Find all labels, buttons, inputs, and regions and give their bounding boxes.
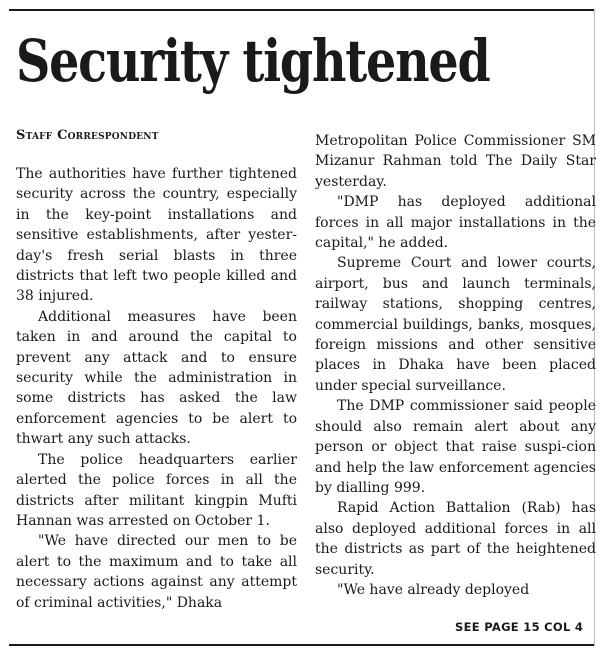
paragraph: "DMP has deployed additional forces in all major installations in the capital," he added. <box>315 194 596 252</box>
paragraph: "We have already deployed <box>337 581 530 598</box>
article-headline: Security tightened <box>16 27 490 95</box>
paragraph: The DMP commissioner said people should also remain alert about any person or object that raise suspi-cion and help the law enforcement agencies by dialling 999. <box>315 398 596 496</box>
byline: Staff Correspondent <box>16 128 159 143</box>
paragraph: The authorities have further tightened security across the country, especially in the key-point installations and sensitive establishments, after yester-day's fresh serial blasts in three districts that left two people killed and 38 injured. <box>16 166 297 305</box>
paragraph: The police headquarters earlier alerted the police forces in all the districts after militant kingpin Mufti Hannan was arrested on October 1. <box>16 451 297 529</box>
paragraph: Rapid Action Battalion (Rab) has also deployed additional forces in all the districts as part of the heightened security. <box>315 500 596 578</box>
left-column <box>16 164 297 613</box>
paragraph: Supreme Court and lower courts, airport, bus and launch terminals, railway stations, shopping centres, commercial buildings, banks, mosques, foreign missions and other sensitive places in Dhaka have been placed under special surveillance. <box>315 255 596 394</box>
paragraph: Additional measures have been taken in and around the capital to prevent any attack and to ensure security while the administration in some districts has asked the law enforcement agencies to be alert to thwart any such attacks. <box>16 308 297 448</box>
continuation-jump: SEE PAGE 15 COL 4 <box>455 620 584 634</box>
paragraph: Metropolitan Police Commissioner SM Mizanur Rahman told The Daily Star yesterday. <box>315 133 596 190</box>
top-rule <box>9 9 594 11</box>
paragraph: "We have directed our men to be alert to the maximum and to take all necessary actions against any attempt of criminal activities," Dhaka <box>16 533 297 611</box>
right-column <box>315 131 596 600</box>
bottom-rule <box>9 644 594 646</box>
